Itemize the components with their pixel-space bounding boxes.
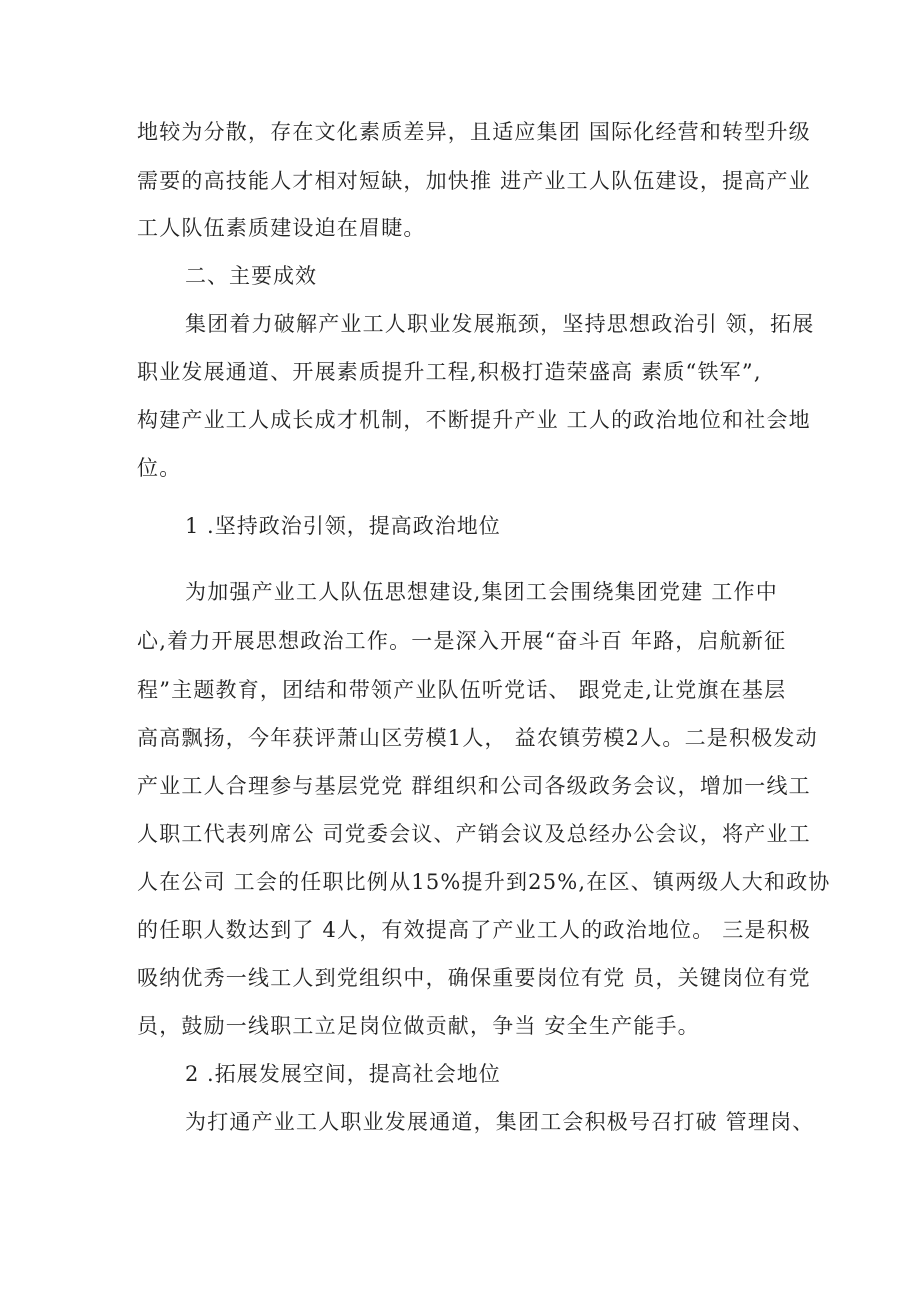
- paragraph-line-13: 高高飘扬，今年获评萧山区劳模1人， 益农镇劳模2人。二是积极发动: [137, 726, 818, 750]
- subheading-development-space: 2 .拓展发展空间，提高社会地位: [185, 1062, 501, 1086]
- section-heading-main-results: 二、主要成效: [185, 264, 317, 288]
- paragraph-line-10: 为加强产业工人队伍思想建设,集团工会围绕集团党建 工作中: [185, 580, 778, 604]
- paragraph-line-1: 地较为分散，存在文化素质差异，且适应集团 国际化经营和转型升级: [137, 120, 811, 144]
- subheading-political-leadership: 1 .坚持政治引领，提高政治地位: [185, 514, 501, 538]
- paragraph-line-6: 职业发展通道、开展素质提升工程,积极打造荣盛高 素质“铁军”,: [137, 360, 762, 384]
- paragraph-line-17: 的任职人数达到了 4人，有效提高了产业工人的政治地位。 三是积极: [137, 918, 812, 942]
- paragraph-line-11: 心,着力开展思想政治工作。一是深入开展“奋斗百 年路，启航新征: [137, 629, 787, 653]
- paragraph-line-14: 产业工人合理参与基层党党 群组织和公司各级政务会议，增加一线工: [137, 774, 811, 798]
- paragraph-line-15: 人职工代表列席公 司党委会议、产销会议及总经办公会议，将产业工: [137, 822, 811, 846]
- paragraph-line-18: 吸纳优秀一线工人到党组织中，确保重要岗位有党 员，关键岗位有党: [137, 966, 811, 990]
- paragraph-line-2: 需要的高技能人才相对短缺，加快推 进产业工人队伍建设，提高产业: [137, 169, 811, 193]
- paragraph-line-16: 人在公司 工会的任职比例从15%提升到25%,在区、镇两级人大和政协: [137, 870, 831, 894]
- paragraph-line-19: 员，鼓励一线职工立足岗位做贡献，争当 安全生产能手。: [137, 1014, 700, 1038]
- paragraph-line-8: 位。: [137, 456, 182, 480]
- paragraph-line-21: 为打通产业工人职业发展通道，集团工会积极号召打破 管理岗、: [185, 1110, 815, 1134]
- paragraph-line-12: 程”主题教育，团结和带领产业队伍听党话、 跟党走,让党旗在基层: [137, 678, 787, 702]
- paragraph-line-5: 集团着力破解产业工人职业发展瓶颈，坚持思想政治引 领，拓展: [185, 312, 815, 336]
- paragraph-line-7: 构建产业工人成长成才机制，不断提升产业 工人的政治地位和社会地: [137, 408, 811, 432]
- paragraph-line-3: 工人队伍素质建设迫在眉睫。: [137, 216, 426, 240]
